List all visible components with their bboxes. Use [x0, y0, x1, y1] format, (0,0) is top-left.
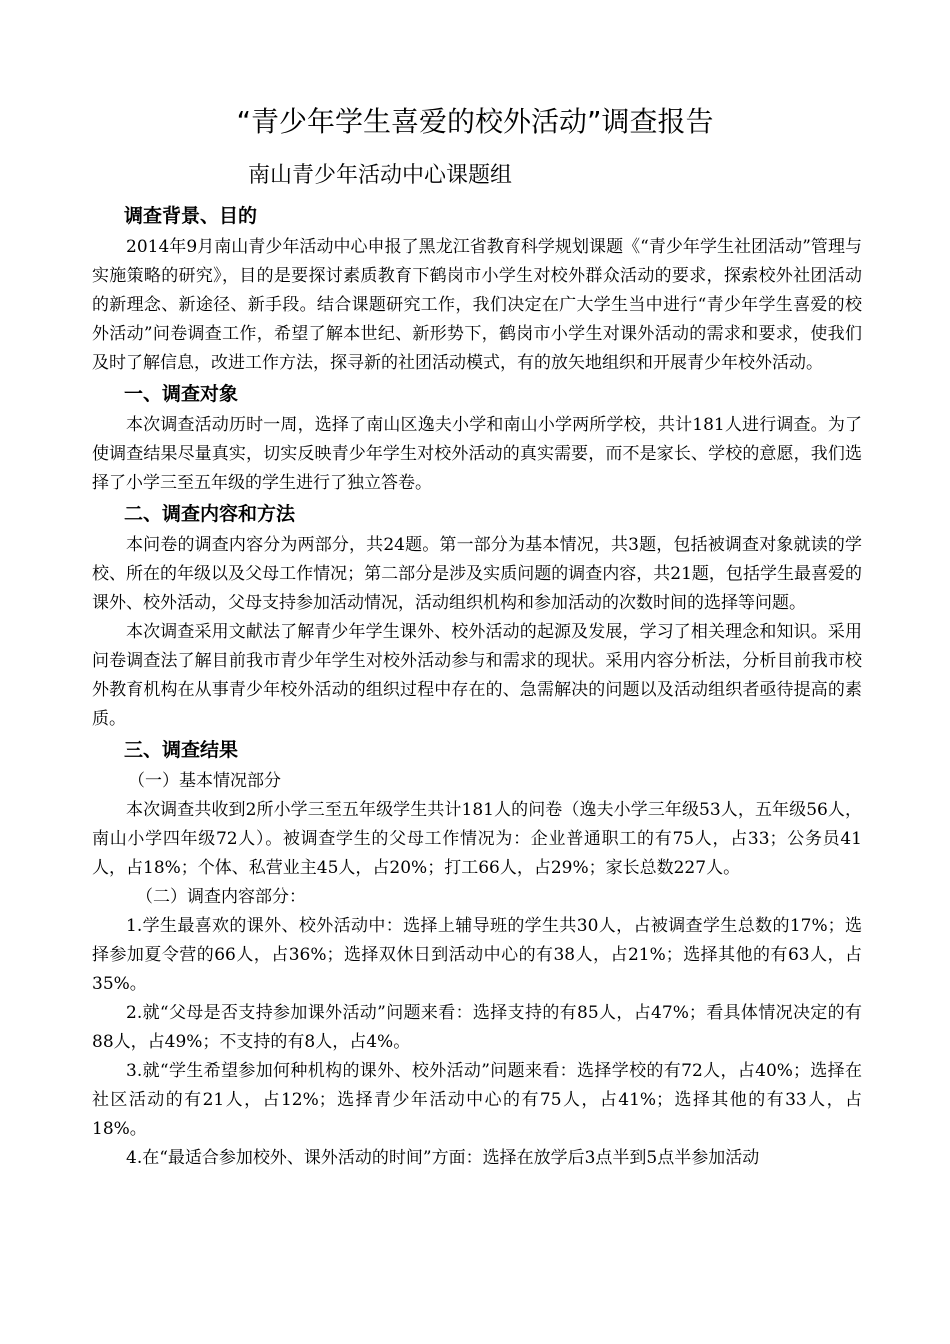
result-item-2: 2.就“父母是否支持参加课外活动”问题来看：选择支持的有85人，占47%；看具体情况决定的有88人，占49%；不支持的有8人，占4%。: [92, 1003, 862, 1052]
section2-heading: 二、调查内容和方法: [124, 503, 296, 525]
section2-paragraph-1: 本问卷的调查内容分为两部分，共24题。第一部分为基本情况，共3题，包括被调查对象就读的学校、所在的年级以及父母工作情况；第二部分是涉及实质问题的调查内容，共21题，包括学生最喜爱的课外、校外活动，父母支持参加活动情况，活动组织机构和参加活动的次数时间的选择等问题。: [92, 535, 862, 613]
section1-heading: 一、调查对象: [124, 383, 239, 405]
document-title: “青少年学生喜爱的校外活动”调查报告: [236, 105, 714, 138]
background-paragraph: 2014年9月南山青少年活动中心申报了黑龙江省教育科学规划课题《“青少年学生社团活动”管理与实施策略的研究》，目的是要探讨素质教育下鹤岗市小学生对校外群众活动的要求，探索校外社团活动的新理念、新途径、新手段。结合课题研究工作，我们决定在广大学生当中进行“青少年学生喜爱的校外活动”问卷调查工作，希望了解本世纪、新形势下，鹤岗市小学生对课外活动的需求和要求，使我们及时了解信息，改进工作方法，探寻新的社团活动模式，有的放矢地组织和开展青少年校外活动。: [92, 237, 862, 373]
background-heading: 调查背景、目的: [124, 205, 258, 227]
result-item-3: 3.就“学生希望参加何种机构的课外、校外活动”问题来看：选择学校的有72人，占40%；选择在社区活动的有21人，占12%；选择青少年活动中心的有75人，占41%；选择其他的有33人，占18%。: [92, 1061, 862, 1139]
document-body: [92, 200, 862, 1173]
part1-heading: （一）基本情况部分: [128, 771, 281, 791]
part2-heading: （二）调查内容部分：: [136, 887, 306, 907]
result-item-4: 4.在“最适合参加校外、课外活动的时间”方面：选择在放学后3点半到5点半参加活动: [126, 1148, 760, 1168]
document-author: 南山青少年活动中心课题组: [248, 163, 513, 188]
section1-paragraph: 本次调查活动历时一周，选择了南山区逸夫小学和南山小学两所学校，共计181人进行调查。为了使调查结果尽量真实，切实反映青少年学生对校外活动的真实需要，而不是家长、学校的意愿，我们选择了小学三至五年级的学生进行了独立答卷。: [92, 415, 862, 493]
section2-paragraph-2: 本次调查采用文献法了解青少年学生课外、校外活动的起源及发展，学习了相关理念和知识。采用问卷调查法了解目前我市青少年学生对校外活动参与和需求的现状。采用内容分析法，分析目前我市校外教育机构在从事青少年校外活动的组织过程中存在的、急需解决的问题以及活动组织者亟待提高的素质。: [92, 622, 862, 729]
result-item-1: 1.学生最喜欢的课外、校外活动中：选择上辅导班的学生共30人，占被调查学生总数的17%；选择参加夏令营的66人，占36%；选择双休日到活动中心的有38人，占21%；选择其他的有63人，占35%。: [92, 916, 862, 994]
section3-heading: 三、调查结果: [124, 739, 239, 761]
part1-paragraph: 本次调查共收到2所小学三至五年级学生共计181人的问卷（逸夫小学三年级53人，五年级56人，南山小学四年级72人）。被调查学生的父母工作情况为：企业普通职工的有75人，占33；公务员41人，占18%；个体、私营业主45人，占20%；打工66人，占29%；家长总数227人。: [92, 800, 862, 878]
